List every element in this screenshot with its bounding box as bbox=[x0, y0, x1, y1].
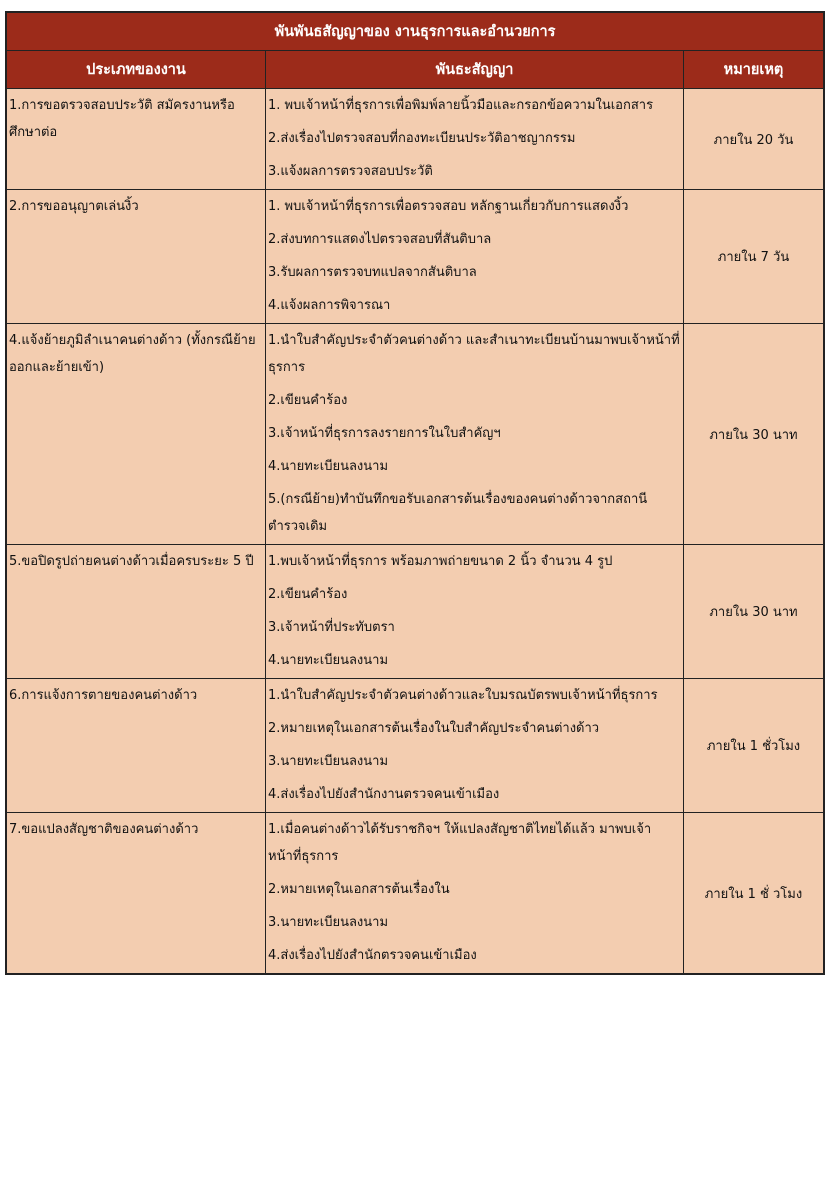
header-type: ประเภทของงาน bbox=[7, 51, 266, 88]
work-type-cell: 1.การขอตรวจสอบประวัติ สมัครงานหรือศึกษาต่อ bbox=[7, 89, 266, 189]
commitment-cell bbox=[266, 190, 684, 323]
commitment-step: 2.เขียนคำร้อง bbox=[268, 393, 348, 408]
table-row bbox=[7, 89, 823, 190]
table-row bbox=[7, 324, 823, 545]
note-cell: ภายใน 1 ชั่ วโมง bbox=[704, 886, 803, 902]
commitment-step: 2.หมายเหตุในเอกสารต้นเรื่องใน bbox=[268, 882, 450, 897]
commitment-step: 1.นำใบสำคัญประจำตัวคนต่างด้าวและใบมรณบัตรพบเจ้าหน้าที่ธุรการ bbox=[268, 688, 658, 703]
commitment-step: 4.ส่งเรื่องไปยังสำนักงานตรวจคนเข้าเมือง bbox=[268, 787, 500, 802]
commitment-step: 3.แจ้งผลการตรวจสอบประวัติ bbox=[268, 164, 433, 179]
note-cell: ภายใน 30 นาท bbox=[709, 427, 798, 443]
commitment-table bbox=[5, 11, 825, 975]
commitment-step: 1.เมื่อคนต่างด้าวได้รับราชกิจฯ ให้แปลงสัญชาติไทยได้แล้ว มาพบเจ้าหน้าที่ธุรการ bbox=[268, 822, 652, 864]
commitment-step: 2.เขียนคำร้อง bbox=[268, 587, 348, 602]
commitment-cell bbox=[266, 89, 684, 189]
commitment-cell bbox=[266, 545, 684, 678]
header-note: หมายเหตุ bbox=[723, 62, 784, 78]
note-cell: ภายใน 7 วัน bbox=[717, 250, 790, 265]
table-row bbox=[7, 813, 823, 973]
commitment-step: 1.พบเจ้าหน้าที่ธุรการ พร้อมภาพถ่ายขนาด 2 นิ้ว จำนวน 4 รูป bbox=[268, 554, 613, 569]
commitment-step: 3.เจ้าหน้าที่ประทับตรา bbox=[268, 620, 395, 635]
table-title: พันพันธสัญญาของ งานธุรการและอำนวยการ bbox=[7, 13, 823, 51]
table-body bbox=[7, 89, 823, 973]
commitment-step: 4.นายทะเบียนลงนาม bbox=[268, 653, 389, 668]
commitment-step: 4.นายทะเบียนลงนาม bbox=[268, 459, 389, 474]
commitment-cell bbox=[266, 679, 684, 812]
work-type-cell: 5.ขอปิดรูปถ่ายคนต่างด้าวเมื่อครบระยะ 5 ปี bbox=[7, 545, 266, 678]
commitment-step: 2.ส่งบทการแสดงไปตรวจสอบที่สันติบาล bbox=[268, 232, 492, 247]
table-row bbox=[7, 190, 823, 324]
table-row bbox=[7, 545, 823, 679]
commitment-step: 3.รับผลการตรวจบทแปลจากสันติบาล bbox=[268, 265, 477, 280]
commitment-step: 5.(กรณีย้าย)ทำบันทึกขอรับเอกสารต้นเรื่องของคนต่างด้าวจากสถานีตำรวจเดิม bbox=[268, 492, 648, 534]
commitment-step: 1.นำใบสำคัญประจำตัวคนต่างด้าว และสำเนาทะเบียนบ้านมาพบเจ้าหน้าที่ธุรการ bbox=[268, 333, 680, 375]
commitment-step: 1. พบเจ้าหน้าที่ธุรการเพื่อพิมพ์ลายนิ้วมือและกรอกข้อความในเอกสาร bbox=[268, 98, 654, 113]
commitment-step: 3.นายทะเบียนลงนาม bbox=[268, 754, 389, 769]
note-cell: ภายใน 1 ชั่วโมง bbox=[706, 739, 801, 754]
commitment-step: 3.เจ้าหน้าที่ธุรการลงรายการในใบสำคัญฯ bbox=[268, 426, 501, 441]
commitment-step: 4.ส่งเรื่องไปยังสำนักตรวจคนเข้าเมือง bbox=[268, 948, 477, 963]
note-cell: ภายใน 30 นาท bbox=[709, 605, 798, 620]
commitment-step: 1. พบเจ้าหน้าที่ธุรการเพื่อตรวจสอบ หลักฐานเกี่ยวกับการแสดงงิ้ว bbox=[268, 199, 629, 214]
commitment-step: 3.นายทะเบียนลงนาม bbox=[268, 915, 389, 930]
work-type-cell: 6.การแจ้งการตายของคนต่างด้าว bbox=[7, 679, 266, 812]
commitment-step: 2.หมายเหตุในเอกสารต้นเรื่องในใบสำคัญประจำคนต่างด้าว bbox=[268, 721, 600, 736]
commitment-step: 2.ส่งเรื่องไปตรวจสอบที่กองทะเบียนประวัติอาชญากรรม bbox=[268, 131, 576, 146]
commitment-cell bbox=[266, 324, 684, 544]
work-type-cell: 2.การขออนุญาตเล่นงิ้ว bbox=[7, 190, 266, 323]
header-row bbox=[7, 51, 823, 89]
commitment-cell bbox=[266, 813, 684, 973]
note-cell: ภายใน 20 วัน bbox=[713, 132, 794, 148]
table-row bbox=[7, 679, 823, 813]
work-type-cell: 7.ขอแปลงสัญชาติของคนต่างด้าว bbox=[7, 813, 266, 973]
header-commitment: พันธะสัญญา bbox=[266, 51, 684, 88]
work-type-cell: 4.แจ้งย้ายภูมิลำเนาคนต่างด้าว (ทั้งกรณีย้ายออกและย้ายเข้า) bbox=[7, 324, 266, 544]
commitment-step: 4.แจ้งผลการพิจารณา bbox=[268, 298, 391, 313]
